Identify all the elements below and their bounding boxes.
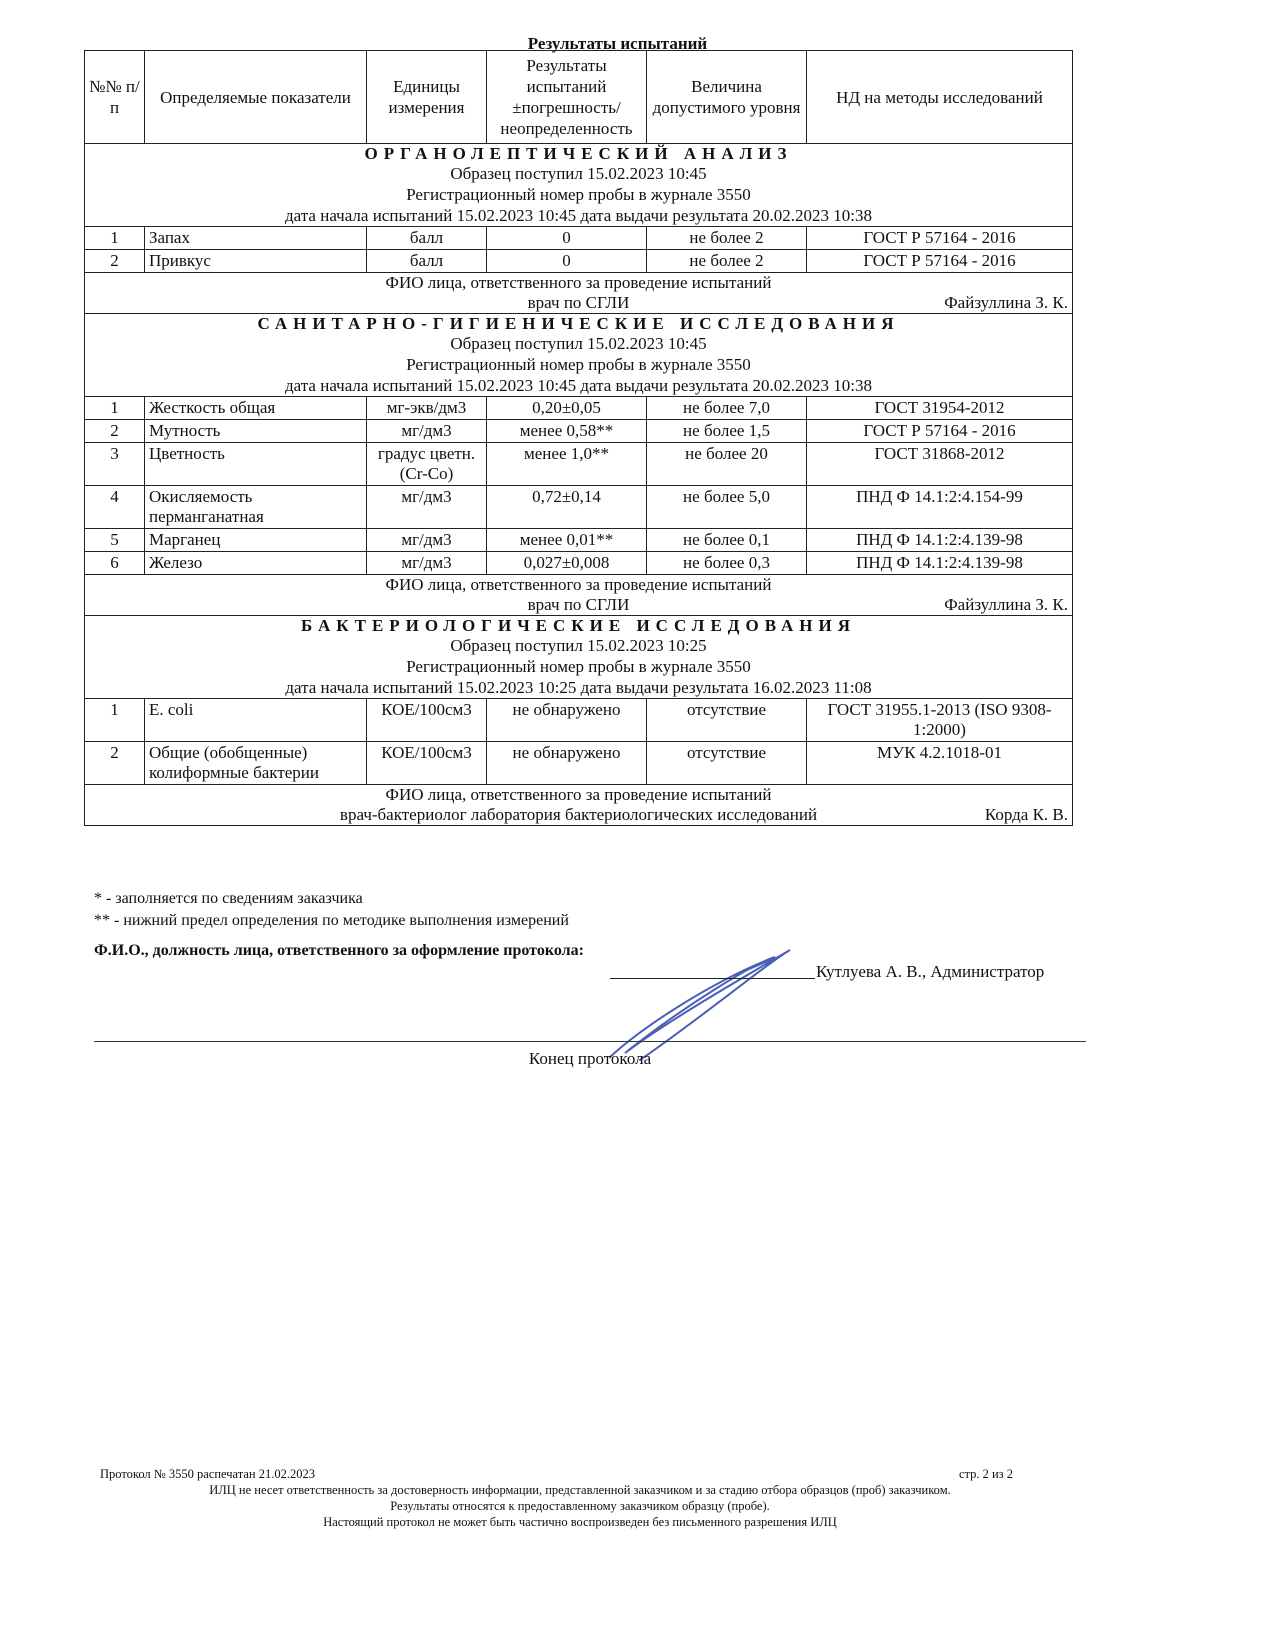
unit: мг-экв/дм3 xyxy=(367,397,487,420)
footnote-customer: * - заполняется по сведениям заказчика xyxy=(94,890,363,907)
limit-value: не более 1,5 xyxy=(647,420,807,443)
table-row xyxy=(85,529,1073,552)
method-standard: ГОСТ 31868-2012 xyxy=(807,443,1073,486)
row-number: 6 xyxy=(85,552,145,575)
method-standard: ГОСТ Р 57164 - 2016 xyxy=(807,250,1073,273)
end-divider xyxy=(94,1041,1086,1042)
table-row xyxy=(85,699,1073,742)
footer-results-note: Результаты относятся к предоставленному заказчиком образцу (пробе). xyxy=(390,1499,770,1513)
limit-value: не более 0,1 xyxy=(647,529,807,552)
unit: градус цветн.(Cr-Co) xyxy=(367,443,487,486)
limit-value: отсутствие xyxy=(647,699,807,742)
table-row xyxy=(85,250,1073,273)
responsible-name: Файзуллина З. К. xyxy=(944,293,1068,312)
method-standard: ГОСТ Р 57164 - 2016 xyxy=(807,420,1073,443)
method-standard: МУК 4.2.1018-01 xyxy=(807,742,1073,785)
header-result: Результаты испытаний ±погрешность/ неопределенность xyxy=(487,51,647,144)
indicator-name: Окисляемость перманганатная xyxy=(145,486,367,529)
result-value: 0 xyxy=(487,227,647,250)
indicator-name: Запах xyxy=(145,227,367,250)
result-value: не обнаружено xyxy=(487,742,647,785)
footnote-detection-limit: ** - нижний предел определения по методике выполнения измерений xyxy=(94,912,569,929)
section-bacteriological xyxy=(85,616,1073,826)
result-value: менее 1,0** xyxy=(487,443,647,486)
table-header-row xyxy=(85,51,1073,144)
unit: мг/дм3 xyxy=(367,552,487,575)
row-number: 2 xyxy=(85,420,145,443)
unit: мг/дм3 xyxy=(367,420,487,443)
prepared-by-name: Кутлуева А. В., Администратор xyxy=(816,962,1045,981)
section-header xyxy=(85,616,1073,699)
indicator-name: Марганец xyxy=(145,529,367,552)
responsible-label: ФИО лица, ответственного за проведение испытаний xyxy=(385,785,772,804)
sample-received: Образец поступил 15.02.2023 10:25 xyxy=(450,636,707,655)
indicator-name: Железо xyxy=(145,552,367,575)
row-number: 1 xyxy=(85,227,145,250)
responsible-role: врач по СГЛИ xyxy=(527,293,630,312)
result-value: не обнаружено xyxy=(487,699,647,742)
unit: балл xyxy=(367,250,487,273)
registration-number: Регистрационный номер пробы в журнале 3550 xyxy=(406,185,751,204)
end-of-protocol: Конец протокола xyxy=(528,1049,652,1068)
method-standard: ПНД Ф 14.1:2:4.139-98 xyxy=(807,552,1073,575)
result-value: менее 0,58** xyxy=(487,420,647,443)
indicator-name: Мутность xyxy=(145,420,367,443)
sample-received: Образец поступил 15.02.2023 10:45 xyxy=(450,164,707,183)
row-number: 2 xyxy=(85,742,145,785)
responsible-label: ФИО лица, ответственного за проведение испытаний xyxy=(385,273,772,292)
table-row xyxy=(85,742,1073,785)
results-table xyxy=(84,50,1073,826)
limit-value: не более 20 xyxy=(647,443,807,486)
section-title: БАКТЕРИОЛОГИЧЕСКИЕ ИССЛЕДОВАНИЯ xyxy=(301,616,856,635)
registration-number: Регистрационный номер пробы в журнале 3550 xyxy=(406,355,751,374)
responsible-person xyxy=(85,785,1073,826)
unit: КОЕ/100см3 xyxy=(367,742,487,785)
test-dates: дата начала испытаний 15.02.2023 10:45 дата выдачи результата 20.02.2023 10:38 xyxy=(285,206,872,225)
header-indicator: Определяемые показатели xyxy=(145,51,367,144)
responsible-label: ФИО лица, ответственного за проведение испытаний xyxy=(385,575,772,594)
header-num: №№ п/п xyxy=(85,51,145,144)
sample-received: Образец поступил 15.02.2023 10:45 xyxy=(450,334,707,353)
method-standard: ГОСТ 31954-2012 xyxy=(807,397,1073,420)
responsible-name: Корда К. В. xyxy=(984,805,1068,824)
header-limit: Величина допустимого уровня xyxy=(647,51,807,144)
section-title: ОРГАНОЛЕПТИЧЕСКИЙ АНАЛИЗ xyxy=(364,144,793,163)
test-dates: дата начала испытаний 15.02.2023 10:45 дата выдачи результата 20.02.2023 10:38 xyxy=(285,376,872,395)
indicator-name: Жесткость общая xyxy=(145,397,367,420)
indicator-name: Привкус xyxy=(145,250,367,273)
table-row xyxy=(85,486,1073,529)
section-header xyxy=(85,314,1073,397)
result-value: 0,027±0,008 xyxy=(487,552,647,575)
table-row xyxy=(85,420,1073,443)
table-row xyxy=(85,552,1073,575)
unit: балл xyxy=(367,227,487,250)
page-footer xyxy=(100,1466,1060,1530)
responsible-person xyxy=(85,273,1073,314)
indicator-name: E. coli xyxy=(145,699,367,742)
footer-reproduction-note: Настоящий протокол не может быть частично воспроизведен без письменного разрешения ИЛЦ xyxy=(323,1515,837,1529)
table-row xyxy=(85,227,1073,250)
section-title: САНИТАРНО-ГИГИЕНИЧЕСКИЕ ИССЛЕДОВАНИЯ xyxy=(257,314,900,333)
footnotes xyxy=(94,888,569,932)
signature-icon xyxy=(605,945,795,1065)
limit-value: не более 7,0 xyxy=(647,397,807,420)
method-standard: ГОСТ Р 57164 - 2016 xyxy=(807,227,1073,250)
table-row xyxy=(85,443,1073,486)
limit-value: не более 0,3 xyxy=(647,552,807,575)
section-header xyxy=(85,144,1073,227)
limit-value: не более 5,0 xyxy=(647,486,807,529)
footer-disclaimer: ИЛЦ не несет ответственность за достоверность информации, представленной заказчиком и за стадию отбора образцов (проб) заказчиком. xyxy=(209,1483,951,1497)
table-row xyxy=(85,397,1073,420)
result-value: 0,20±0,05 xyxy=(487,397,647,420)
row-number: 2 xyxy=(85,250,145,273)
row-number: 5 xyxy=(85,529,145,552)
row-number: 1 xyxy=(85,397,145,420)
method-standard: ПНД Ф 14.1:2:4.139-98 xyxy=(807,529,1073,552)
section-sanitary xyxy=(85,314,1073,616)
responsible-name: Файзуллина З. К. xyxy=(944,595,1068,614)
unit: мг/дм3 xyxy=(367,529,487,552)
responsible-role: врач по СГЛИ xyxy=(527,595,630,614)
unit: мг/дм3 xyxy=(367,486,487,529)
test-dates: дата начала испытаний 15.02.2023 10:25 дата выдачи результата 16.02.2023 11:08 xyxy=(285,678,872,697)
row-number: 4 xyxy=(85,486,145,529)
method-standard: ПНД Ф 14.1:2:4.154-99 xyxy=(807,486,1073,529)
registration-number: Регистрационный номер пробы в журнале 3550 xyxy=(406,657,751,676)
footer-page-number: стр. 2 из 2 xyxy=(958,1467,1013,1481)
section-organoleptic xyxy=(85,144,1073,314)
limit-value: отсутствие xyxy=(647,742,807,785)
header-method: НД на методы исследований xyxy=(807,51,1073,144)
indicator-name: Общие (обобщенные) колиформные бактерии xyxy=(145,742,367,785)
signature-line xyxy=(610,978,815,979)
unit: КОЕ/100см3 xyxy=(367,699,487,742)
page-title: Результаты испытаний xyxy=(527,34,708,53)
result-value: 0 xyxy=(487,250,647,273)
row-number: 1 xyxy=(85,699,145,742)
method-standard: ГОСТ 31955.1-2013 (ISO 9308-1:2000) xyxy=(807,699,1073,742)
row-number: 3 xyxy=(85,443,145,486)
header-units: Единицы измерения xyxy=(367,51,487,144)
prepared-by-label: Ф.И.О., должность лица, ответственного за оформление протокола: xyxy=(94,942,584,959)
responsible-role: врач-бактериолог лаборатория бактериологических исследований xyxy=(339,805,818,824)
indicator-name: Цветность xyxy=(145,443,367,486)
footer-protocol: Протокол № 3550 распечатан 21.02.2023 xyxy=(100,1467,315,1481)
limit-value: не более 2 xyxy=(647,250,807,273)
responsible-person xyxy=(85,575,1073,616)
result-value: 0,72±0,14 xyxy=(487,486,647,529)
limit-value: не более 2 xyxy=(647,227,807,250)
result-value: менее 0,01** xyxy=(487,529,647,552)
